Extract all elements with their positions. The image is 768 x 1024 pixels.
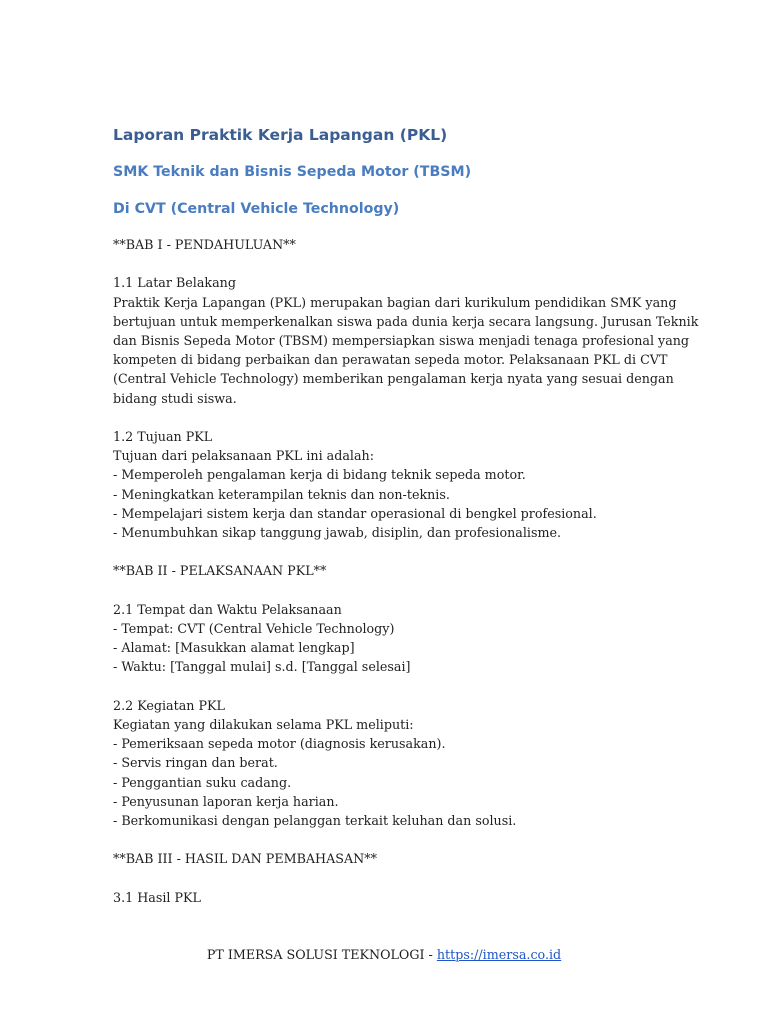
section-1-2 — [113, 427, 658, 542]
list-item: Kegiatan yang dilakukan selama PKL meliputi: — [113, 717, 414, 732]
section-2-1 — [113, 600, 658, 677]
paragraph-line: dan Bisnis Sepeda Motor (TBSM) mempersiapkan siswa menjadi tenaga profesional yang — [113, 333, 690, 348]
list-item: - Tempat: CVT (Central Vehicle Technology) — [113, 621, 395, 636]
paragraph-line: bidang studi siswa. — [113, 390, 237, 406]
list-item: - Penggantian suku cadang. — [113, 774, 292, 790]
paragraph-line: (Central Vehicle Technology) memberikan pengalaman kerja nyata yang sesuai dengan — [113, 371, 674, 387]
section-2-2 — [113, 696, 658, 830]
section-1-1 — [113, 273, 699, 407]
list-item: Tujuan dari pelaksanaan PKL ini adalah: — [113, 448, 374, 464]
paragraph-line: Praktik Kerja Lapangan (PKL) merupakan bagian dari kurikulum pendidikan SMK yang — [113, 294, 677, 310]
list-item: - Mempelajari sistem kerja dan standar operasional di bengkel profesional. — [113, 505, 597, 521]
section-title: 1.2 Tujuan PKL — [113, 429, 213, 444]
document-body — [113, 124, 699, 926]
list-item: - Waktu: [Tanggal mulai] s.d. [Tanggal selesai] — [113, 659, 411, 675]
document-subtitle-school: SMK Teknik dan Bisnis Sepeda Motor (TBSM) — [113, 164, 472, 180]
paragraph-line: bertujuan untuk memperkenalkan siswa pada dunia kerja secara langsung. Jurusan Teknik — [113, 313, 699, 329]
section-3-1 — [113, 888, 658, 907]
paragraph-line: kompeten di bidang perbaikan dan perawatan sepeda motor. Pelaksanaan PKL di CVT — [113, 352, 668, 368]
footer-company: PT IMERSA SOLUSI TEKNOLOGI - — [206, 947, 437, 962]
section-title: 2.2 Kegiatan PKL — [113, 697, 225, 713]
list-item: - Menumbuhkan sikap tanggung jawab, disiplin, dan profesionalisme. — [113, 525, 562, 541]
section-title: 1.1 Latar Belakang — [113, 275, 236, 291]
list-item: - Meningkatkan keterampilan teknis dan non-teknis. — [113, 486, 450, 502]
bab1-heading: **BAB I - PENDAHULUAN** — [113, 237, 296, 252]
document-title: Laporan Praktik Kerja Lapangan (PKL) — [113, 126, 448, 144]
document-subtitle-location: Di CVT (Central Vehicle Technology) — [113, 201, 400, 217]
section-title: 2.1 Tempat dan Waktu Pelaksanaan — [113, 601, 342, 617]
list-item: - Alamat: [Masukkan alamat lengkap] — [113, 640, 355, 656]
section-title: 3.1 Hasil PKL — [113, 889, 201, 905]
bab2-heading: **BAB II - PELAKSANAAN PKL** — [113, 563, 327, 579]
footer-link[interactable]: https://imersa.co.id — [436, 947, 562, 962]
list-item: - Berkomunikasi dengan pelanggan terkait keluhan dan solusi. — [113, 813, 517, 829]
list-item: - Penyusunan laporan kerja harian. — [113, 793, 339, 809]
list-item: - Pemeriksaan sepeda motor (diagnosis kerusakan). — [113, 736, 446, 752]
bab3-heading: **BAB III - HASIL DAN PEMBAHASAN** — [113, 851, 377, 867]
list-item: - Servis ringan dan berat. — [113, 755, 278, 771]
page-footer — [0, 945, 768, 964]
list-item: - Memperoleh pengalaman kerja di bidang teknik sepeda motor. — [113, 467, 526, 483]
